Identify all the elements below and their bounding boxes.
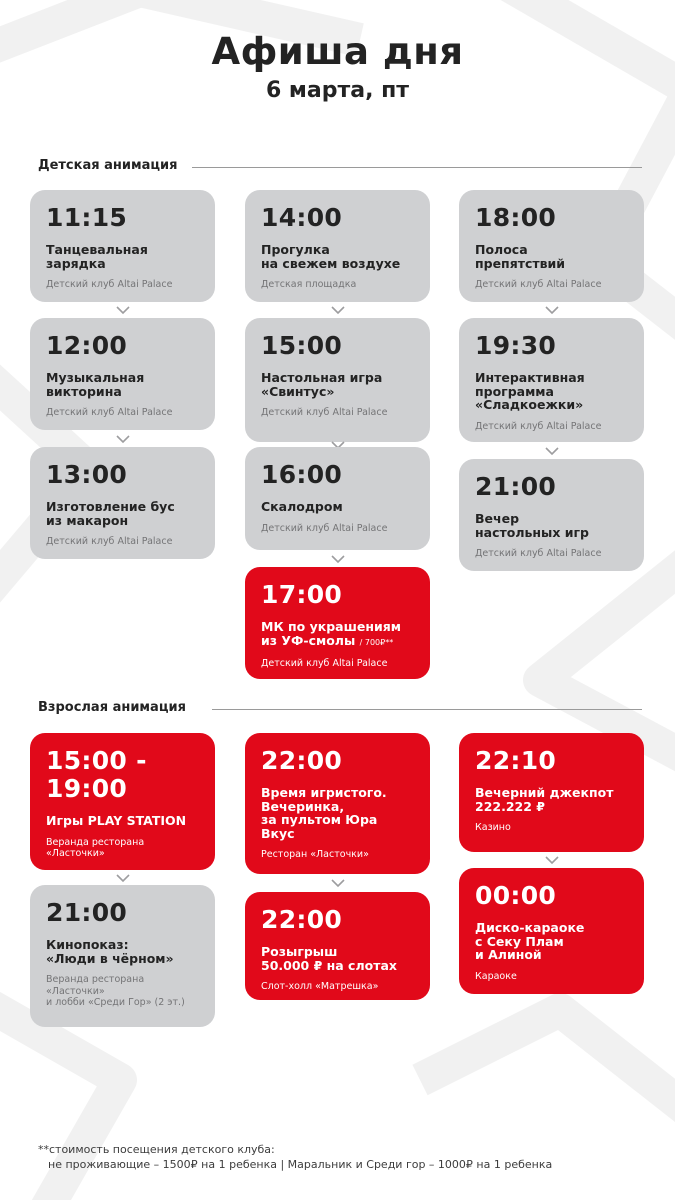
event-title: Полоса препятствий bbox=[475, 242, 566, 271]
adult-section-divider bbox=[212, 709, 642, 710]
event-title: Танцевальная зарядка bbox=[46, 242, 148, 271]
event-location: Веранда ресторана «Ласточки» bbox=[46, 836, 145, 859]
event-card bbox=[245, 190, 430, 302]
event-card bbox=[30, 733, 215, 870]
footnote-line-1: **стоимость посещения детского клуба: bbox=[38, 1143, 275, 1156]
event-card bbox=[459, 733, 644, 852]
chevron-down-icon bbox=[331, 555, 345, 564]
event-time: 14:00 bbox=[261, 203, 343, 232]
event-title: Скалодром bbox=[261, 499, 343, 514]
adult-section-label: Взрослая анимация bbox=[38, 700, 186, 715]
event-card bbox=[30, 190, 215, 302]
event-time: 22:00 bbox=[261, 905, 343, 934]
event-time: 17:00 bbox=[261, 580, 343, 609]
event-time: 18:00 bbox=[475, 203, 557, 232]
event-time: 00:00 bbox=[475, 881, 557, 910]
event-card bbox=[245, 447, 430, 550]
event-price: / 700₽** bbox=[359, 637, 394, 647]
event-time: 13:00 bbox=[46, 460, 128, 489]
event-card bbox=[30, 885, 215, 1027]
event-card bbox=[30, 447, 215, 559]
chevron-down-icon bbox=[545, 447, 559, 456]
event-location: Детская площадка bbox=[261, 279, 357, 290]
event-location: Казино bbox=[475, 822, 511, 833]
event-time: 15:00 - 19:00 bbox=[46, 746, 147, 803]
page-date: 6 марта, пт bbox=[265, 78, 410, 103]
event-card bbox=[459, 459, 644, 571]
event-card bbox=[459, 190, 644, 302]
event-title: Вечер настольных игр bbox=[475, 511, 589, 540]
event-time: 21:00 bbox=[475, 472, 557, 501]
event-title: Прогулка на свежем воздухе bbox=[261, 242, 401, 271]
event-title: Изготовление бус из макарон bbox=[46, 499, 175, 528]
event-location: Детский клуб Altai Palace bbox=[46, 407, 173, 418]
kids-section-header bbox=[38, 158, 642, 178]
event-location: Детский клуб Altai Palace bbox=[475, 420, 602, 432]
event-time: 19:30 bbox=[475, 331, 557, 360]
event-title: Интерактивная программа «Сладкоежки» bbox=[475, 370, 585, 412]
kids-section-divider bbox=[192, 167, 642, 168]
event-card bbox=[245, 318, 430, 442]
chevron-down-icon bbox=[545, 856, 559, 865]
event-card bbox=[245, 567, 430, 679]
event-title: Музыкальная викторина bbox=[46, 370, 145, 399]
event-card bbox=[459, 318, 644, 442]
event-title: Время игристого. Вечеринка, за пультом Юра Вкус bbox=[261, 785, 387, 841]
event-time: 22:10 bbox=[475, 746, 557, 775]
event-time: 15:00 bbox=[261, 331, 343, 360]
event-card bbox=[245, 892, 430, 1000]
chevron-down-icon bbox=[116, 306, 130, 315]
chevron-down-icon bbox=[331, 306, 345, 315]
event-time: 16:00 bbox=[261, 460, 343, 489]
event-location: Караоке bbox=[475, 970, 517, 982]
event-title: Настольная игра «Свинтус» bbox=[261, 370, 383, 399]
event-location: Детский клуб Altai Palace bbox=[46, 279, 173, 290]
event-time: 11:15 bbox=[46, 203, 128, 232]
event-card bbox=[245, 733, 430, 874]
event-location: Детский клуб Altai Palace bbox=[475, 548, 602, 559]
page-title: Афиша дня bbox=[211, 30, 464, 73]
event-location: Детский клуб Altai Palace bbox=[261, 522, 388, 534]
event-card bbox=[459, 868, 644, 994]
event-card bbox=[30, 318, 215, 430]
event-location: Детский клуб Altai Palace bbox=[475, 279, 602, 290]
event-title: Игры PLAY STATION bbox=[46, 813, 187, 828]
footnote bbox=[38, 1142, 658, 1172]
event-time: 21:00 bbox=[46, 898, 128, 927]
event-location: Детский клуб Altai Palace bbox=[261, 658, 388, 669]
event-location: Детский клуб Altai Palace bbox=[261, 407, 388, 418]
event-location: Слот-холл «Матрешка» bbox=[261, 981, 379, 992]
kids-section-label: Детская анимация bbox=[38, 158, 178, 173]
event-time: 22:00 bbox=[261, 746, 343, 775]
event-title: МК по украшениям из УФ-смолы / 700₽** bbox=[261, 619, 401, 648]
event-time: 12:00 bbox=[46, 331, 128, 360]
event-location: Детский клуб Altai Palace bbox=[46, 536, 173, 547]
event-location: Веранда ресторана «Ласточки» и лобби «Среди Гор» (2 эт.) bbox=[46, 974, 185, 1008]
chevron-down-icon bbox=[545, 306, 559, 315]
event-title: Розыгрыш 50.000 ₽ на слотах bbox=[261, 944, 397, 973]
event-location: Ресторан «Ласточки» bbox=[261, 849, 369, 860]
event-title: Кинопоказ: «Люди в чёрном» bbox=[46, 937, 174, 966]
chevron-down-icon bbox=[331, 879, 345, 888]
event-title: Диско-караоке с Секу Плам и Алиной bbox=[475, 920, 585, 962]
chevron-down-icon bbox=[116, 874, 130, 883]
event-title: Вечерний джекпот 222.222 ₽ bbox=[475, 785, 614, 814]
footnote-line-2: не проживающие – 1500₽ на 1 ребенка | Маральник и Среди гор – 1000₽ на 1 ребенка bbox=[48, 1158, 553, 1171]
chevron-down-icon bbox=[116, 435, 130, 444]
adult-section-header bbox=[38, 700, 642, 720]
